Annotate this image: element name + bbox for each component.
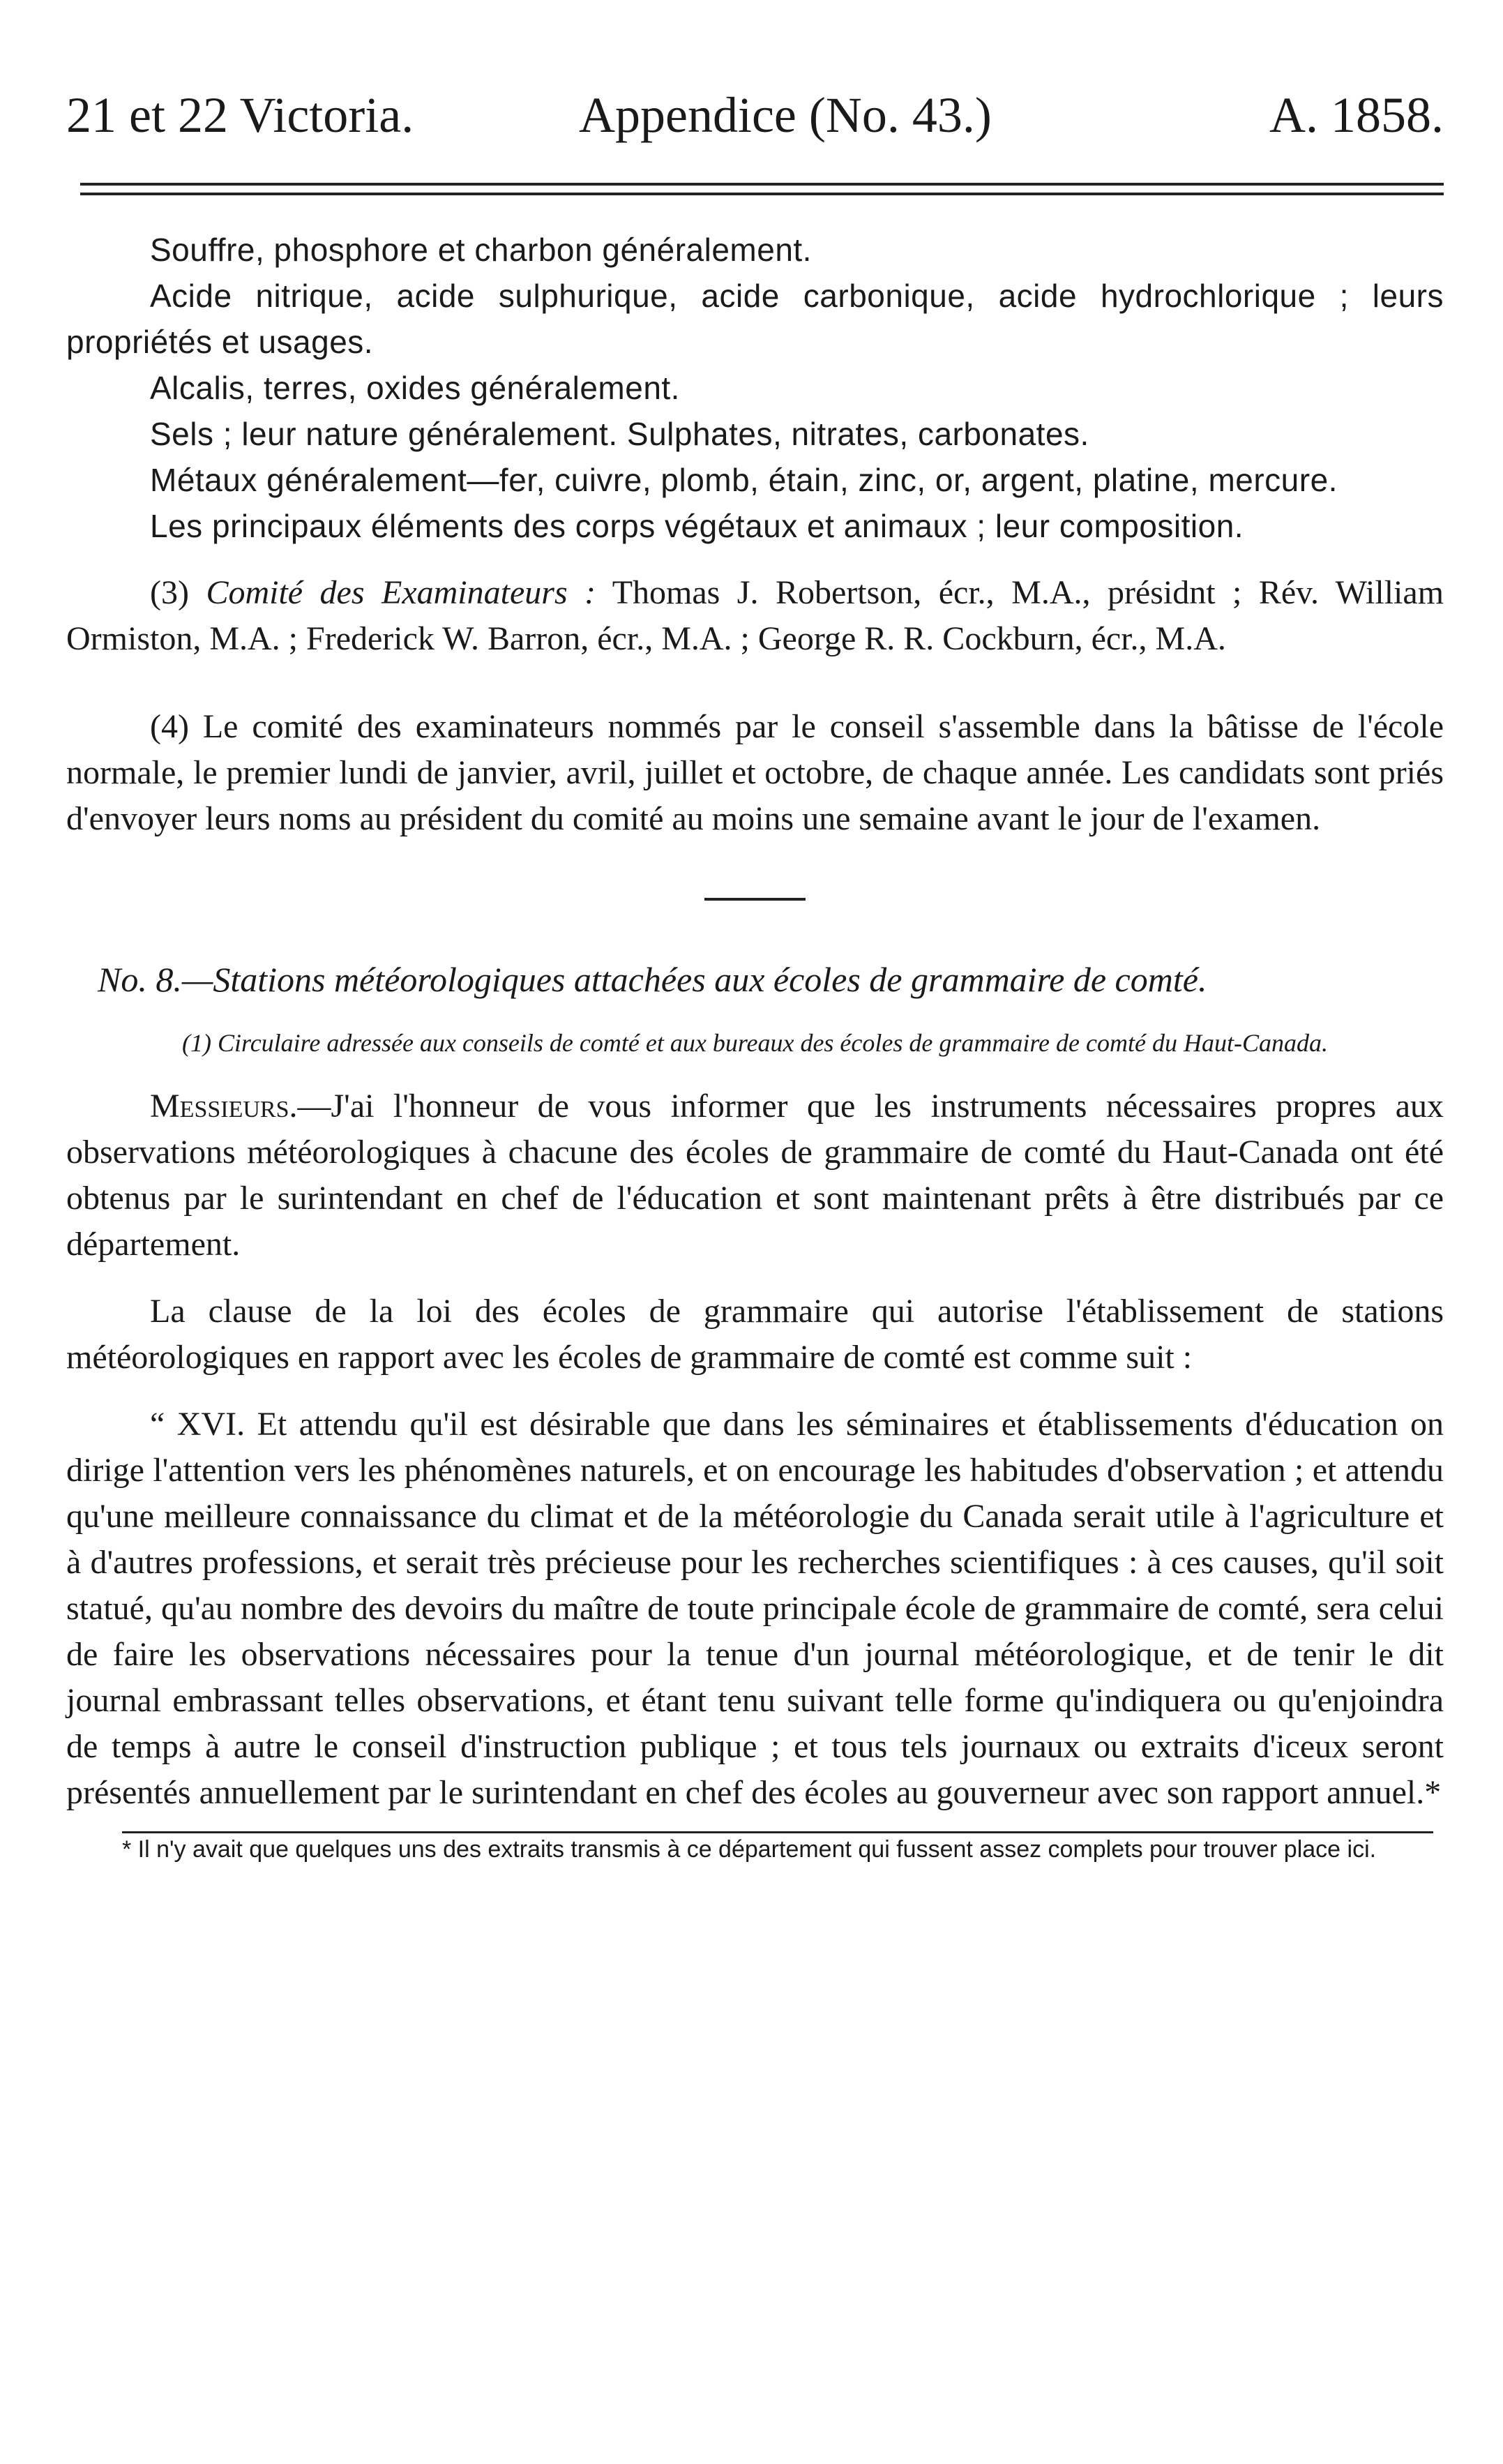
section-heading: —Stations météorologiques attachées aux écoles de grammaire de comté.	[181, 960, 1207, 999]
examiners-text: Thomas J. Robertson, écr., M.A., présidnt ; Rév. William Ormiston, M.A. ; Frederick W. Barron, écr., M.A. ; George R. R. Cockburn, écr., M.A.	[66, 574, 1444, 657]
page-header	[66, 84, 1444, 147]
document-body	[66, 227, 1444, 1865]
meeting-paragraph: (4) Le comité des examinateurs nommés par le conseil s'assemble dans la bâtisse de l'école normale, le premier lundi de janvier, avril, juillet et octobre, de chaque année. Les candidats sont priés d'envoyer leurs noms au président du comité au moins une semaine avant le jour de l'examen.	[66, 708, 1444, 837]
examiners-paragraph	[66, 570, 1444, 662]
letter-text: —J'ai l'honneur de vous informer que les instruments nécessaires propres aux observations météorologiques à chacune des écoles de grammaire de comté du Haut-Canada ont été obtenus par le surintendant en chef de l'éducation et sont maintenant prêts à être distribués par ce département.	[66, 1088, 1444, 1263]
header-rule-double	[80, 193, 1444, 195]
section-number: No. 8.	[98, 960, 182, 999]
list-item: Alcalis, terres, oxides généralement.	[150, 370, 680, 406]
header-appendix: Appendice (No. 43.)	[579, 87, 992, 143]
salutation: Messieurs.	[150, 1088, 298, 1125]
list-item: Métaux généralement—fer, cuivre, plomb, étain, zinc, or, argent, platine, mercure.	[150, 462, 1338, 498]
list-item: Sels ; leur nature généralement. Sulphates, nitrates, carbonates.	[150, 416, 1089, 452]
letter-paragraph	[66, 1083, 1444, 1268]
law-quote-paragraph: “ XVI. Et attendu qu'il est désirable que dans les séminaires et établissements d'éducation on dirige l'attention vers les phénomènes naturels, et on encourage les habitudes d'observation ; et attendu qu'une meilleure connaissance du climat et de la météorologie du Canada serait utile à l'agriculture et à d'autres professions, et serait très précieuse pour les recherches scientifiques : à ces causes, qu'il soit statué, qu'au nombre des devoirs du maître de toute principale école de grammaire de comté, sera celui de faire les observations nécessaires pour la tenue d'un journal météorologique, et de tenir le dit journal embrassant telles observations, et étant tenu suivant telle forme qu'indiquera ou qu'enjoindra de temps à autre le conseil d'instruction publique ; et tous tels journaux ou extraits d'iceux seront présentés annuellement par le surintendant en chef des écoles au gouverneur avec son rapport annuel.*	[66, 1406, 1444, 1811]
examiners-label: Comité des Examinateurs :	[206, 574, 596, 611]
paragraph-number: (3)	[150, 574, 189, 611]
subject-list	[66, 227, 1444, 549]
list-item: Les principaux éléments des corps végétaux et animaux ; leur composition.	[150, 508, 1244, 544]
header-session: 21 et 22 Victoria.	[66, 87, 414, 143]
list-item: Acide nitrique, acide sulphurique, acide carbonique, acide hydrochlorique ; leurs propriétés et usages.	[66, 278, 1444, 360]
header-year: A. 1858.	[1269, 87, 1444, 143]
list-item: Souffre, phosphore et charbon généralement.	[150, 232, 812, 268]
header-rule	[80, 183, 1444, 186]
footnote: * Il n'y avait que quelques uns des extraits transmis à ce département qui fussent assez complets pour trouver place ici.	[122, 1836, 1377, 1863]
law-clause-paragraph: La clause de la loi des écoles de grammaire qui autorise l'établissement de stations météorologiques en rapport avec les écoles de grammaire de comté est comme suit :	[66, 1293, 1444, 1376]
circular-heading: (1) Circulaire adressée aux conseils de comté et aux bureaux des écoles de grammaire de comté du Haut-Canada.	[182, 1029, 1328, 1057]
section-title	[66, 956, 1444, 1002]
